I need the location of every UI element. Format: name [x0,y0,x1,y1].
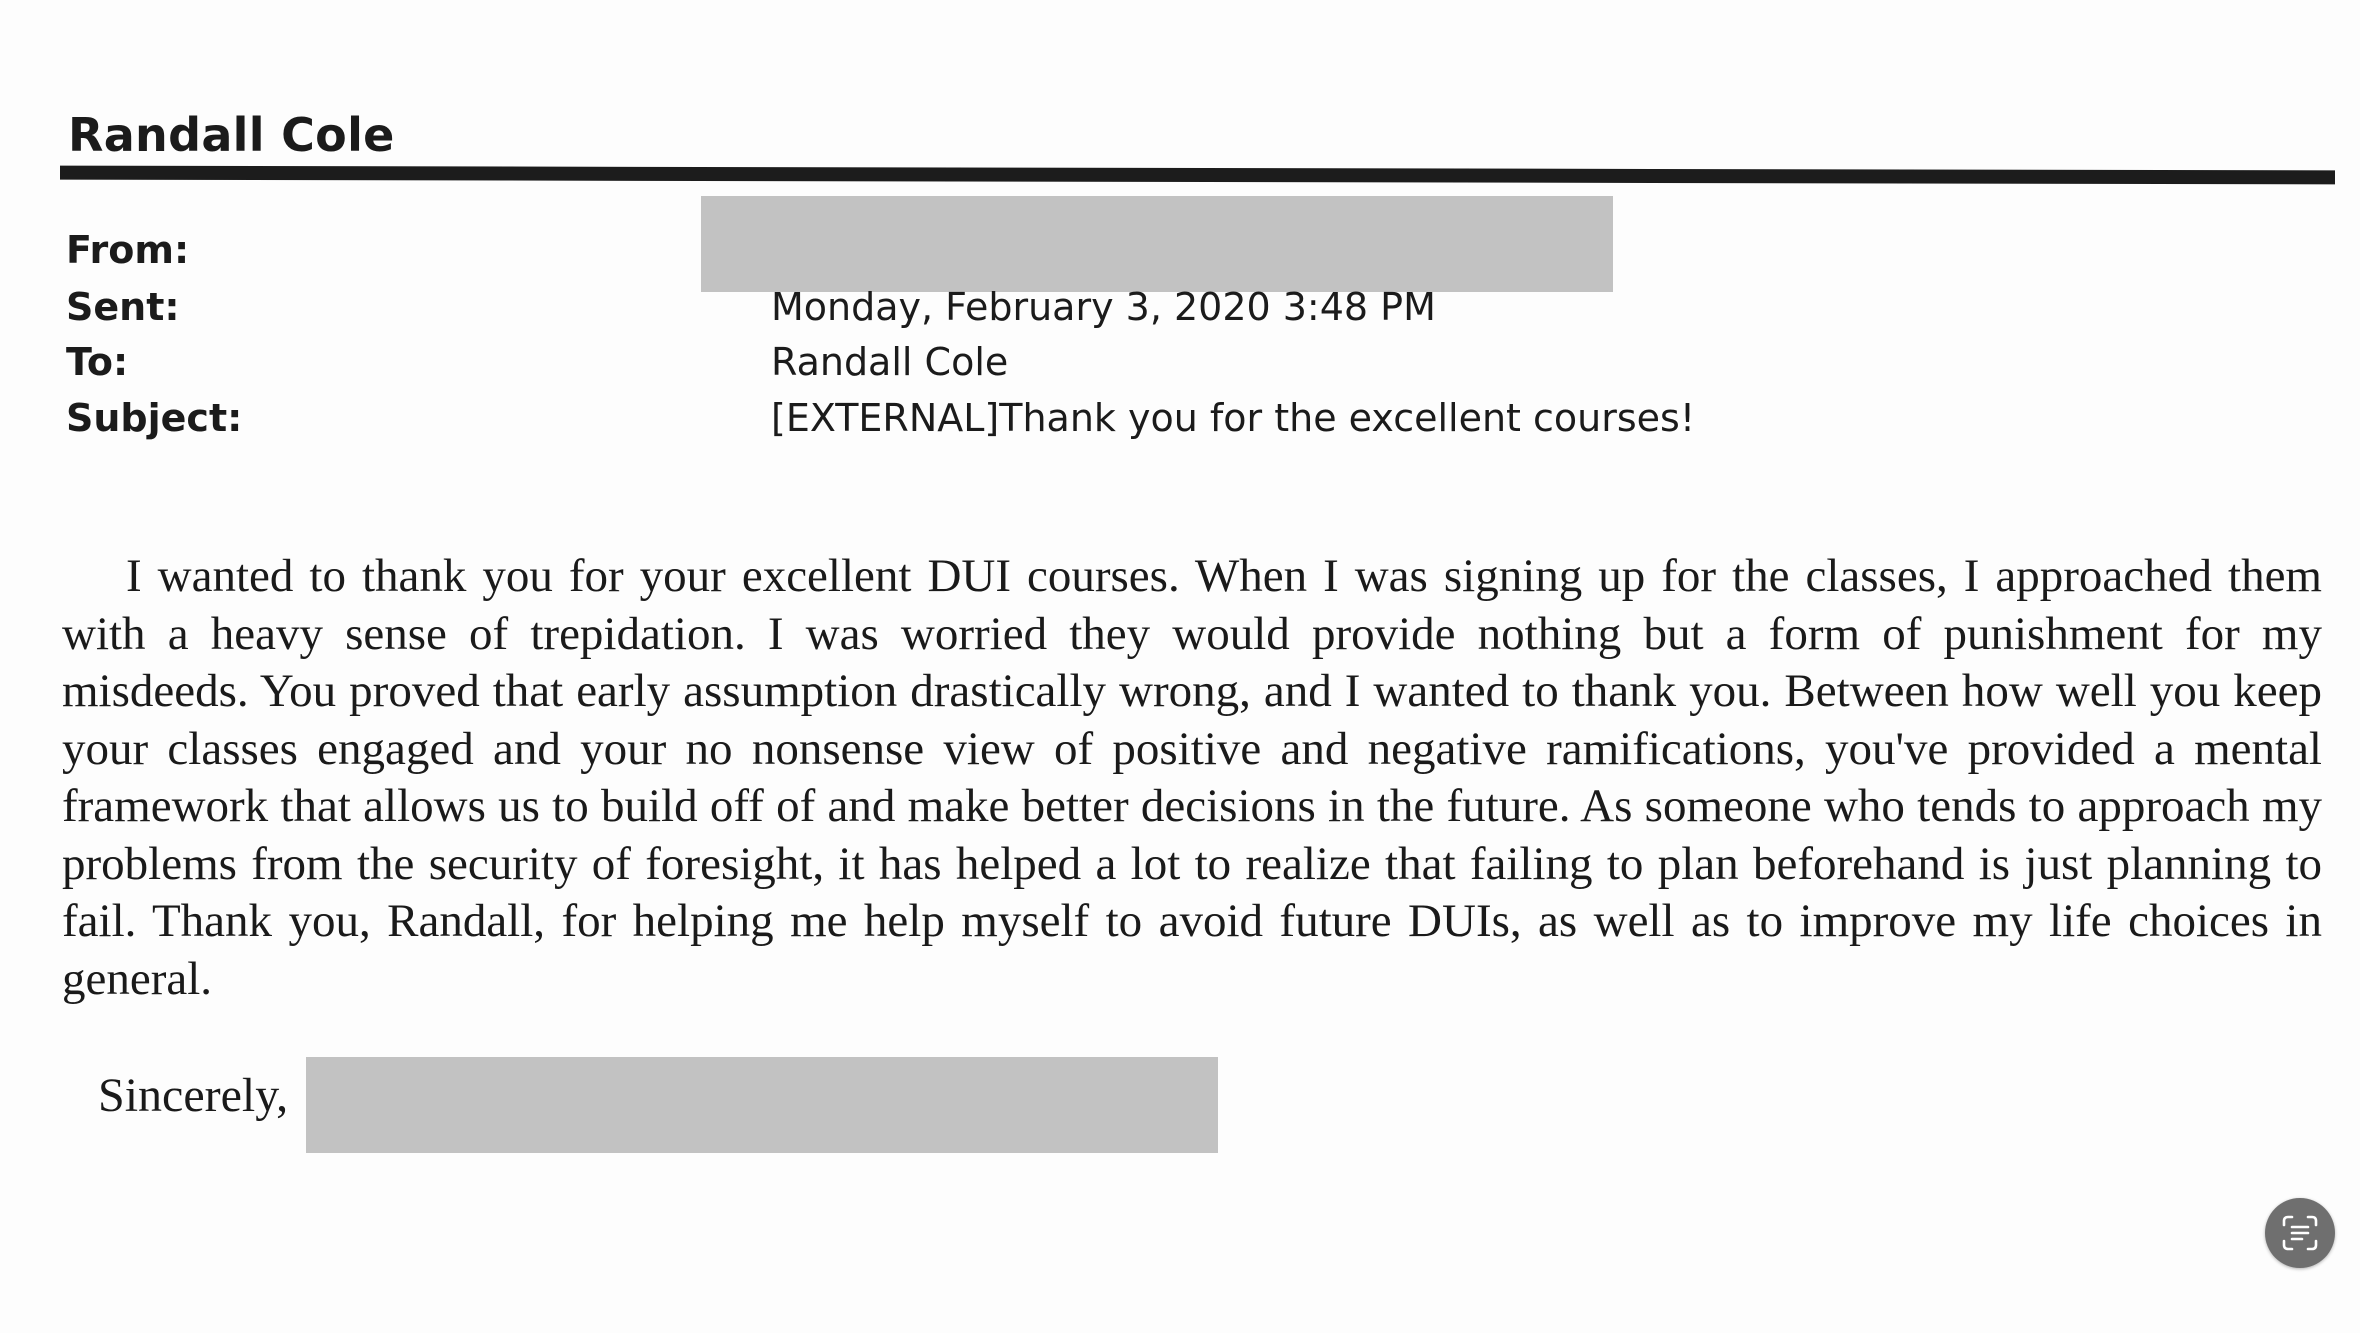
email-body-paragraph: I wanted to thank you for your excellent DUI courses. When I was signing up for the classes, I approached them with a heavy sense of trepidation. I was worried they would provide nothing but a form of punishment for my misdeeds. You proved that early assumption drastically wrong, and I wanted to thank you. Between how well you keep your classes engaged and your no nonsense view of positive and negative ramifications, you've provided a mental framework that allows us to build off of and make better decisions in the future. As someone who tends to approach my problems from the security of foresight, it has helped a lot to realize that failing to plan beforehand is just planning to fail. Thank you, Randall, for helping me help myself to avoid future DUIs, as well as to improve my life choices in general. [62,550,2322,1005]
text-scan-icon [2280,1213,2320,1253]
to-row [66,340,1009,384]
text-scan-button[interactable] [2265,1198,2335,1268]
sent-value: Monday, February 3, 2020 3:48 PM [771,285,1436,329]
signoff: Sincerely, [98,1069,289,1122]
to-label: To: [66,340,129,384]
from-row [66,228,189,272]
from-redaction [701,196,1613,292]
subject-value: [EXTERNAL]Thank you for the excellent courses! [771,396,1696,440]
header-divider [60,166,2335,185]
sent-label: Sent: [66,285,180,329]
sent-row [66,285,1436,329]
from-label: From: [66,228,190,272]
subject-label: Subject: [66,396,243,440]
subject-row [66,396,1696,440]
to-value: Randall Cole [771,340,1009,384]
sender-name-heading: Randall Cole [68,108,395,162]
signature-redaction [306,1057,1218,1153]
